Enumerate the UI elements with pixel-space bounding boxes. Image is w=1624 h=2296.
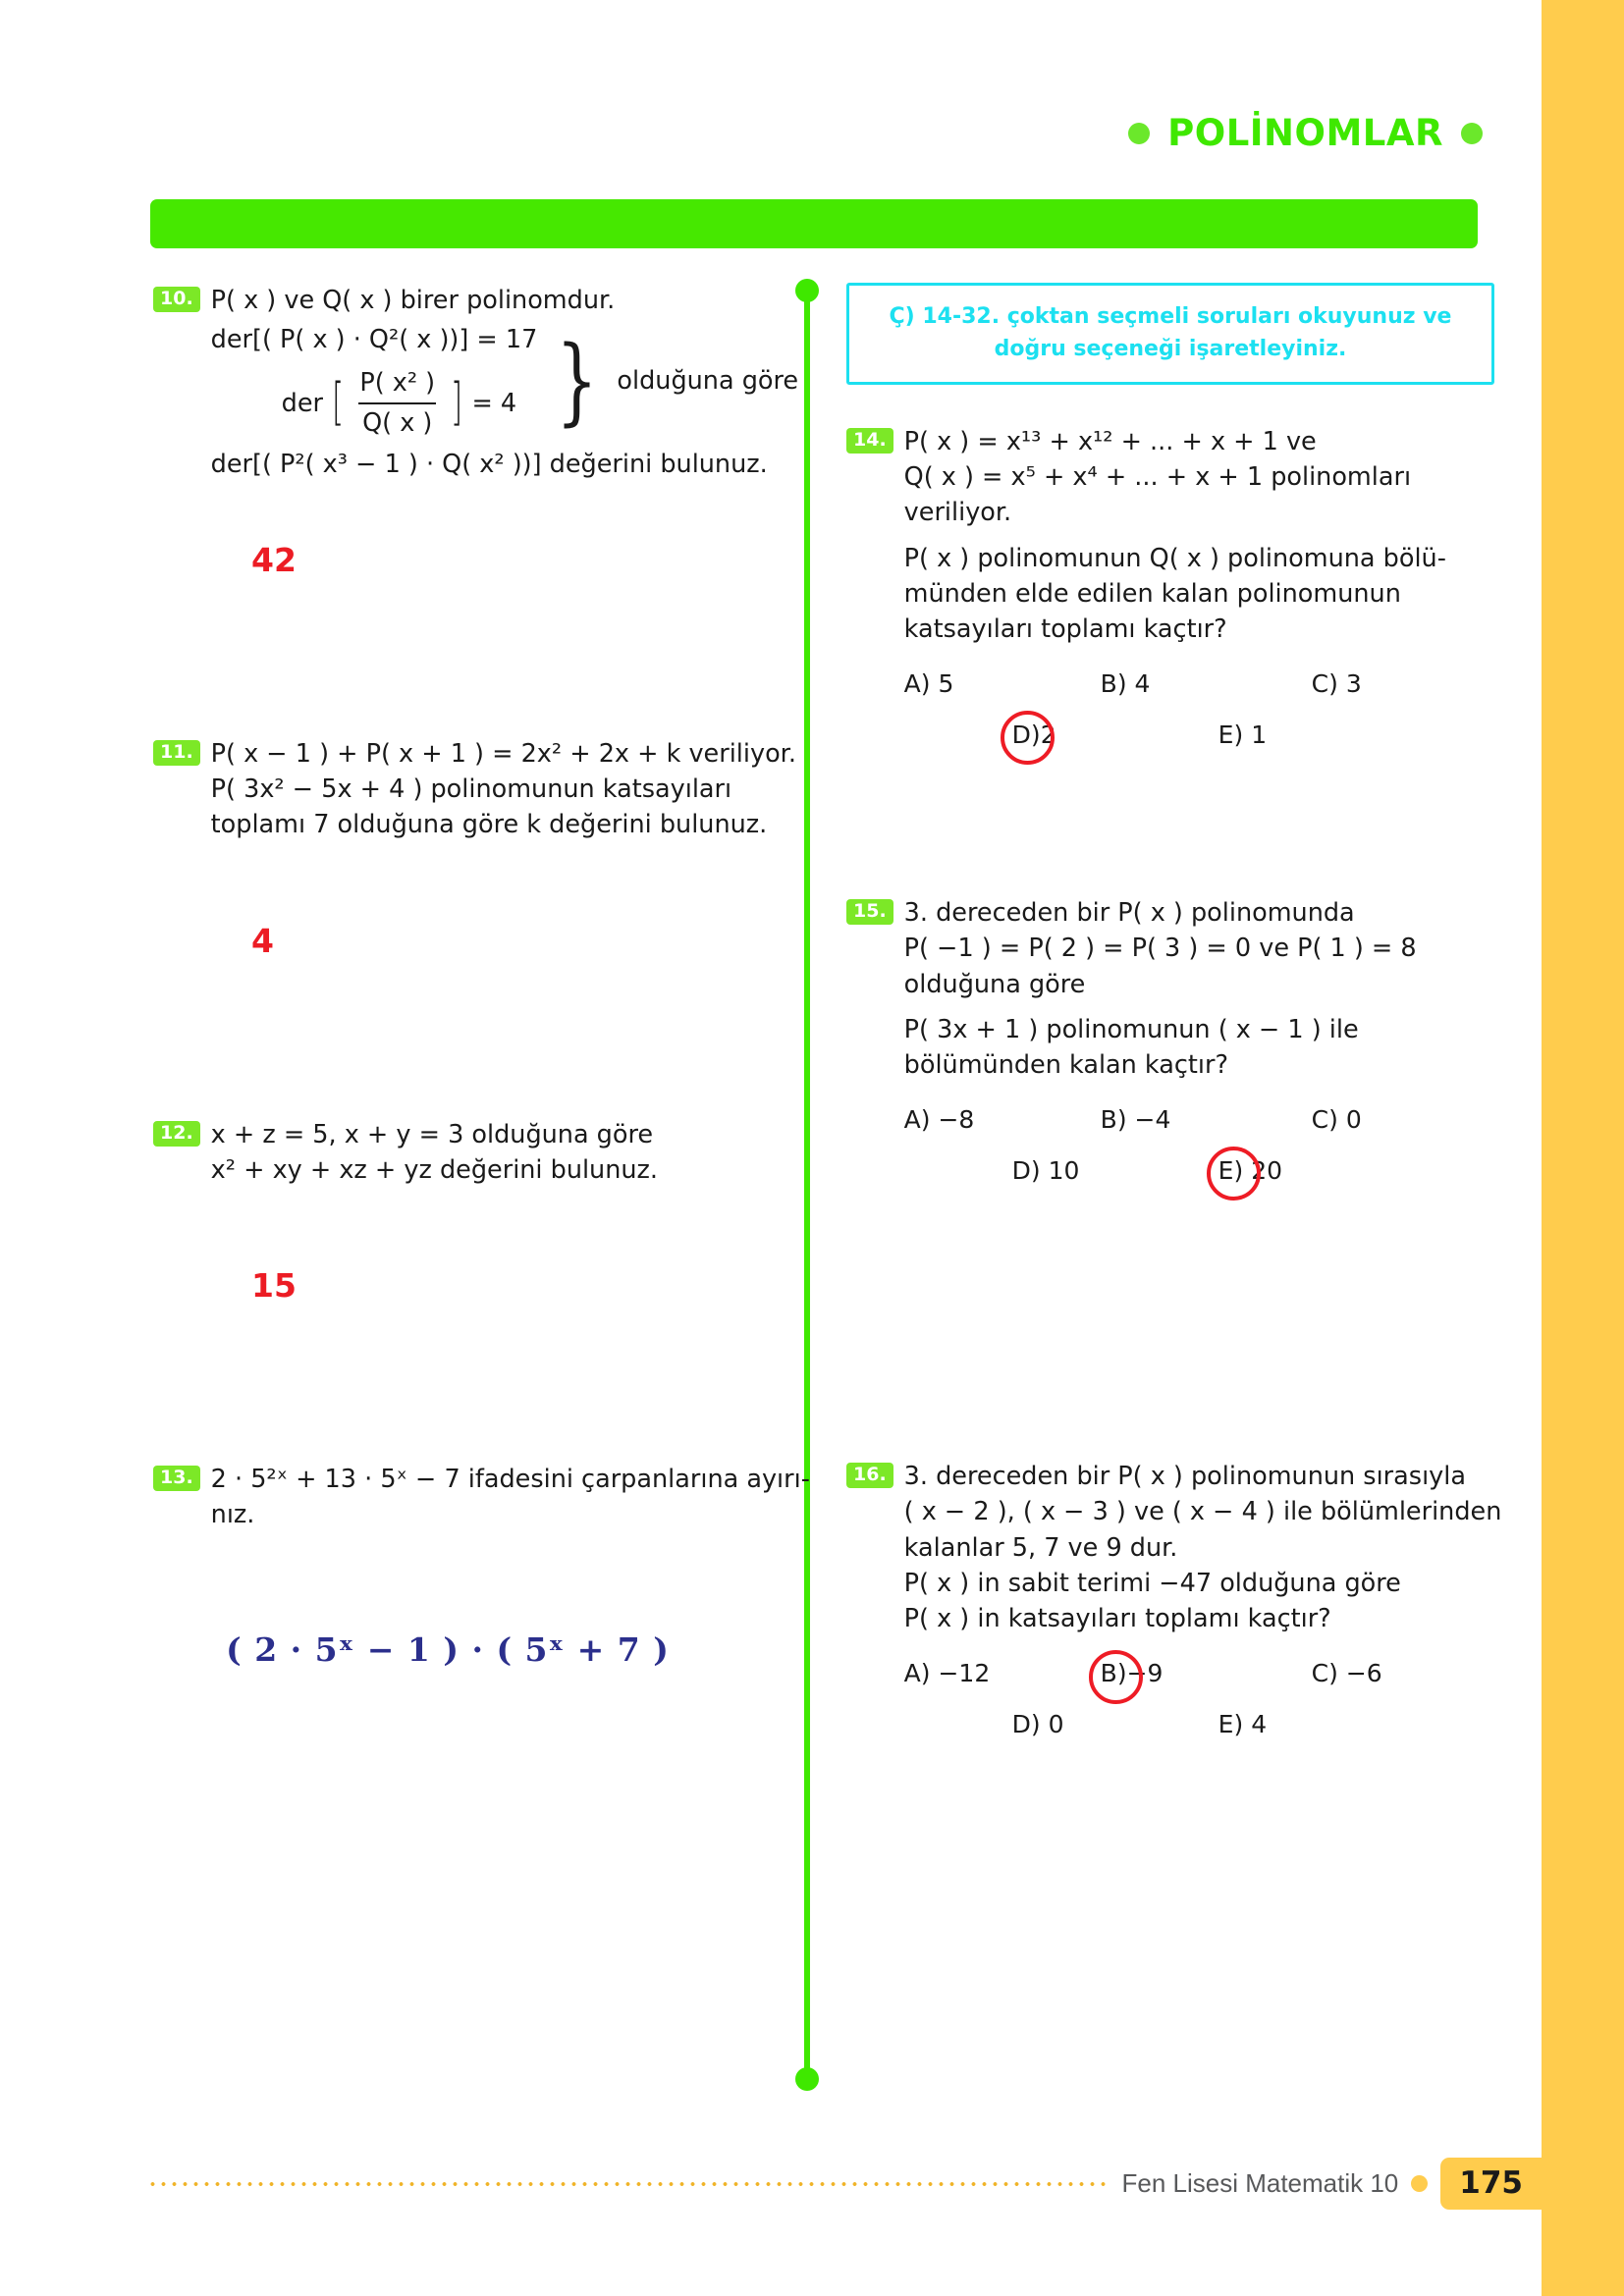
option-value: −6: [1345, 1659, 1382, 1688]
option-value: 1: [1251, 720, 1268, 749]
option-label: E): [1218, 720, 1244, 749]
option-d[interactable]: [1012, 1153, 1218, 1189]
question-number-badge: 12.: [153, 1121, 200, 1147]
question-line: P( 3x + 1 ) polinomunun ( x − 1 ) ile: [903, 1014, 1359, 1044]
option-value: 4: [1134, 669, 1151, 699]
bullet-dot-icon: [1128, 123, 1150, 144]
option-label: A): [903, 1105, 931, 1135]
options-row-2: [904, 1153, 1494, 1189]
question-body: [904, 424, 1494, 768]
option-label: E): [1218, 1709, 1244, 1738]
option-label: A): [903, 1659, 931, 1688]
option-b[interactable]: [1101, 1102, 1312, 1138]
question-line: P( x ) ve Q( x ) birer polinomdur.: [210, 286, 616, 315]
curly-brace-icon: }: [556, 325, 599, 436]
bullet-dot-icon: [1461, 123, 1483, 144]
question-number-badge: 15.: [846, 899, 893, 925]
question-line: P( x ) in katsayıları toplamı kaçtır?: [903, 1604, 1331, 1634]
question-number-badge: 11.: [153, 740, 200, 766]
equation-bottom: [211, 365, 538, 440]
option-label: B): [1100, 1105, 1127, 1135]
option-label: D): [1012, 718, 1041, 753]
option-a[interactable]: [904, 1102, 1101, 1138]
option-label: C): [1311, 1659, 1338, 1688]
question-line: Q( x ) = x⁵ + x⁴ + ... + x + 1 polinomları: [903, 462, 1412, 493]
options-15: [904, 1102, 1494, 1188]
right-column: [846, 283, 1502, 1757]
option-label: E): [1218, 1153, 1244, 1189]
page-edge-strip: [1542, 0, 1624, 2296]
options-row-1: [904, 667, 1494, 702]
question-line: katsayıları toplamı kaçtır?: [903, 614, 1227, 645]
option-e[interactable]: [1218, 1153, 1282, 1189]
green-banner-bar: [150, 199, 1478, 248]
question-13: [153, 1462, 810, 1532]
option-b[interactable]: [1101, 667, 1312, 702]
option-value: −9: [1126, 1659, 1164, 1688]
system-condition-label: olduğuna göre: [617, 366, 799, 397]
option-d[interactable]: [1012, 718, 1218, 753]
option-label: B): [1100, 669, 1127, 699]
question-line: P( x ) polinomunun Q( x ) polinomuna bölü-: [903, 543, 1446, 573]
option-value: 0: [1345, 1105, 1362, 1135]
der-operator: der: [210, 325, 253, 355]
bracket-open: [: [332, 373, 345, 433]
question-body: [211, 283, 798, 482]
question-line: ( x − 2 ), ( x − 3 ) ve ( x − 4 ) ile bölümlerinden: [903, 1497, 1502, 1527]
column-divider: [804, 287, 810, 2083]
question-line: münden elde edilen kalan polinomunun: [903, 578, 1401, 609]
question-12: [153, 1117, 742, 1188]
options-14: [904, 667, 1494, 752]
question-number-badge: 10.: [153, 287, 200, 312]
question-line: toplamı 7 olduğuna göre k değerini bulunuz.: [210, 810, 768, 840]
option-value: 3: [1345, 669, 1362, 699]
option-e[interactable]: [1218, 718, 1267, 753]
question-line: kalanlar 5, 7 ve 9 dur.: [903, 1532, 1178, 1563]
option-label: D): [1011, 1155, 1041, 1185]
question-15: [846, 895, 1494, 1203]
question-line: P( 3x² − 5x + 4 ) polinomunun katsayıları: [210, 774, 732, 805]
option-a[interactable]: [904, 1656, 1101, 1691]
option-value: 10: [1048, 1155, 1080, 1185]
option-c[interactable]: [1312, 667, 1362, 702]
page-title: POLİNOMLAR: [1167, 112, 1443, 154]
question-14: [846, 424, 1494, 768]
option-value: 4: [1251, 1709, 1268, 1738]
question-line: P( −1 ) = P( 2 ) = P( 3 ) = 0 ve P( 1 ) = 8: [903, 934, 1417, 964]
question-line: nız.: [210, 1500, 255, 1530]
page-footer: [147, 2158, 1542, 2210]
page-header: [147, 112, 1483, 154]
option-value: −4: [1134, 1105, 1171, 1135]
answer-11: 4: [251, 921, 274, 960]
options-16: [904, 1656, 1502, 1741]
answer-10: 42: [251, 541, 297, 580]
question-line: x + z = 5, x + y = 3 olduğuna göre: [210, 1119, 654, 1149]
bracket-close: ]: [451, 373, 463, 433]
option-b[interactable]: [1101, 1656, 1312, 1691]
der-operator: der: [281, 388, 324, 418]
option-label: B): [1101, 1656, 1127, 1691]
question-body: [211, 1462, 810, 1532]
question-body: [211, 1117, 742, 1188]
options-row-1: [904, 1656, 1502, 1691]
option-label: A): [903, 669, 931, 699]
instruction-line-1: Ç) 14-32. çoktan seçmeli soruları okuyunuz ve: [889, 304, 1452, 329]
equation-system: [211, 322, 798, 441]
equation-top: [211, 322, 538, 357]
footer-dot-icon: [1411, 2175, 1428, 2192]
question-line: bölümünden kalan kaçtır?: [903, 1050, 1229, 1081]
question-line: P( x ) = x¹³ + x¹² + ... + x + 1 ve: [903, 427, 1317, 456]
fraction-denominator: Q( x ): [358, 402, 436, 441]
question-number-badge: 16.: [846, 1463, 893, 1488]
equation-stack: [211, 322, 538, 441]
equation-bottom-value: = 4: [471, 388, 517, 418]
instruction-box: [846, 283, 1494, 385]
option-label: D): [1011, 1709, 1041, 1738]
options-row-2: [904, 1707, 1502, 1742]
fraction-numerator: P( x² ): [359, 368, 436, 399]
option-value: 0: [1048, 1709, 1064, 1738]
footer-dotted-rule: [147, 2182, 1106, 2186]
option-a[interactable]: [904, 667, 1101, 702]
option-label: C): [1311, 669, 1338, 699]
divider-dot-bottom-icon: [795, 2067, 819, 2091]
page-number: 175: [1440, 2158, 1542, 2210]
question-11: [153, 736, 796, 843]
option-c[interactable]: [1312, 1656, 1382, 1691]
question-line: veriliyor.: [903, 498, 1012, 528]
option-value: 20: [1251, 1155, 1282, 1185]
option-e[interactable]: [1218, 1707, 1267, 1742]
question-16: [846, 1459, 1502, 1757]
left-column: [153, 283, 810, 1670]
question-body: [211, 736, 796, 843]
equation-top-expr: [( P( x ) · Q²( x ))] = 17: [252, 325, 538, 355]
question-line: P( x ) in sabit terimi −47 olduğuna göre: [903, 1568, 1401, 1598]
options-row-2: [904, 718, 1494, 753]
option-value: 2: [1040, 720, 1056, 749]
option-c[interactable]: [1312, 1102, 1362, 1138]
question-closing-line: der[( P²( x³ − 1 ) · Q( x² ))] değerini bulunuz.: [210, 449, 768, 479]
question-line: x² + xy + xz + yz değerini bulunuz.: [210, 1154, 659, 1185]
option-label: C): [1311, 1105, 1338, 1135]
question-number-badge: 14.: [846, 428, 893, 454]
answer-12: 15: [251, 1266, 297, 1306]
handwritten-answer-13: ( 2 · 5ˣ − 1 ) · ( 5ˣ + 7 ): [226, 1630, 670, 1670]
question-line: olduğuna göre: [903, 969, 1086, 999]
instruction-line-2: doğru seçeneği işaretleyiniz.: [994, 337, 1347, 361]
question-line: 3. dereceden bir P( x ) polinomunun sırasıyla: [903, 1462, 1466, 1492]
option-d[interactable]: [1012, 1707, 1218, 1742]
fraction: [355, 365, 439, 440]
question-10: [153, 283, 799, 482]
question-line: 3. dereceden bir P( x ) polinomunda: [903, 898, 1355, 929]
question-line: P( x − 1 ) + P( x + 1 ) = 2x² + 2x + k veriliyor.: [210, 739, 796, 770]
question-body: [904, 895, 1494, 1203]
option-value: 5: [938, 669, 954, 699]
footer-book-title: Fen Lisesi Matematik 10: [1121, 2168, 1399, 2198]
question-line: 2 · 5²ˣ + 13 · 5ˣ − 7 ifadesini çarpanlarına ayırı-: [210, 1465, 810, 1495]
options-row-1: [904, 1102, 1494, 1138]
option-value: −8: [938, 1105, 975, 1135]
option-value: −12: [938, 1659, 991, 1688]
question-body: [904, 1459, 1502, 1757]
question-number-badge: 13.: [153, 1466, 200, 1491]
